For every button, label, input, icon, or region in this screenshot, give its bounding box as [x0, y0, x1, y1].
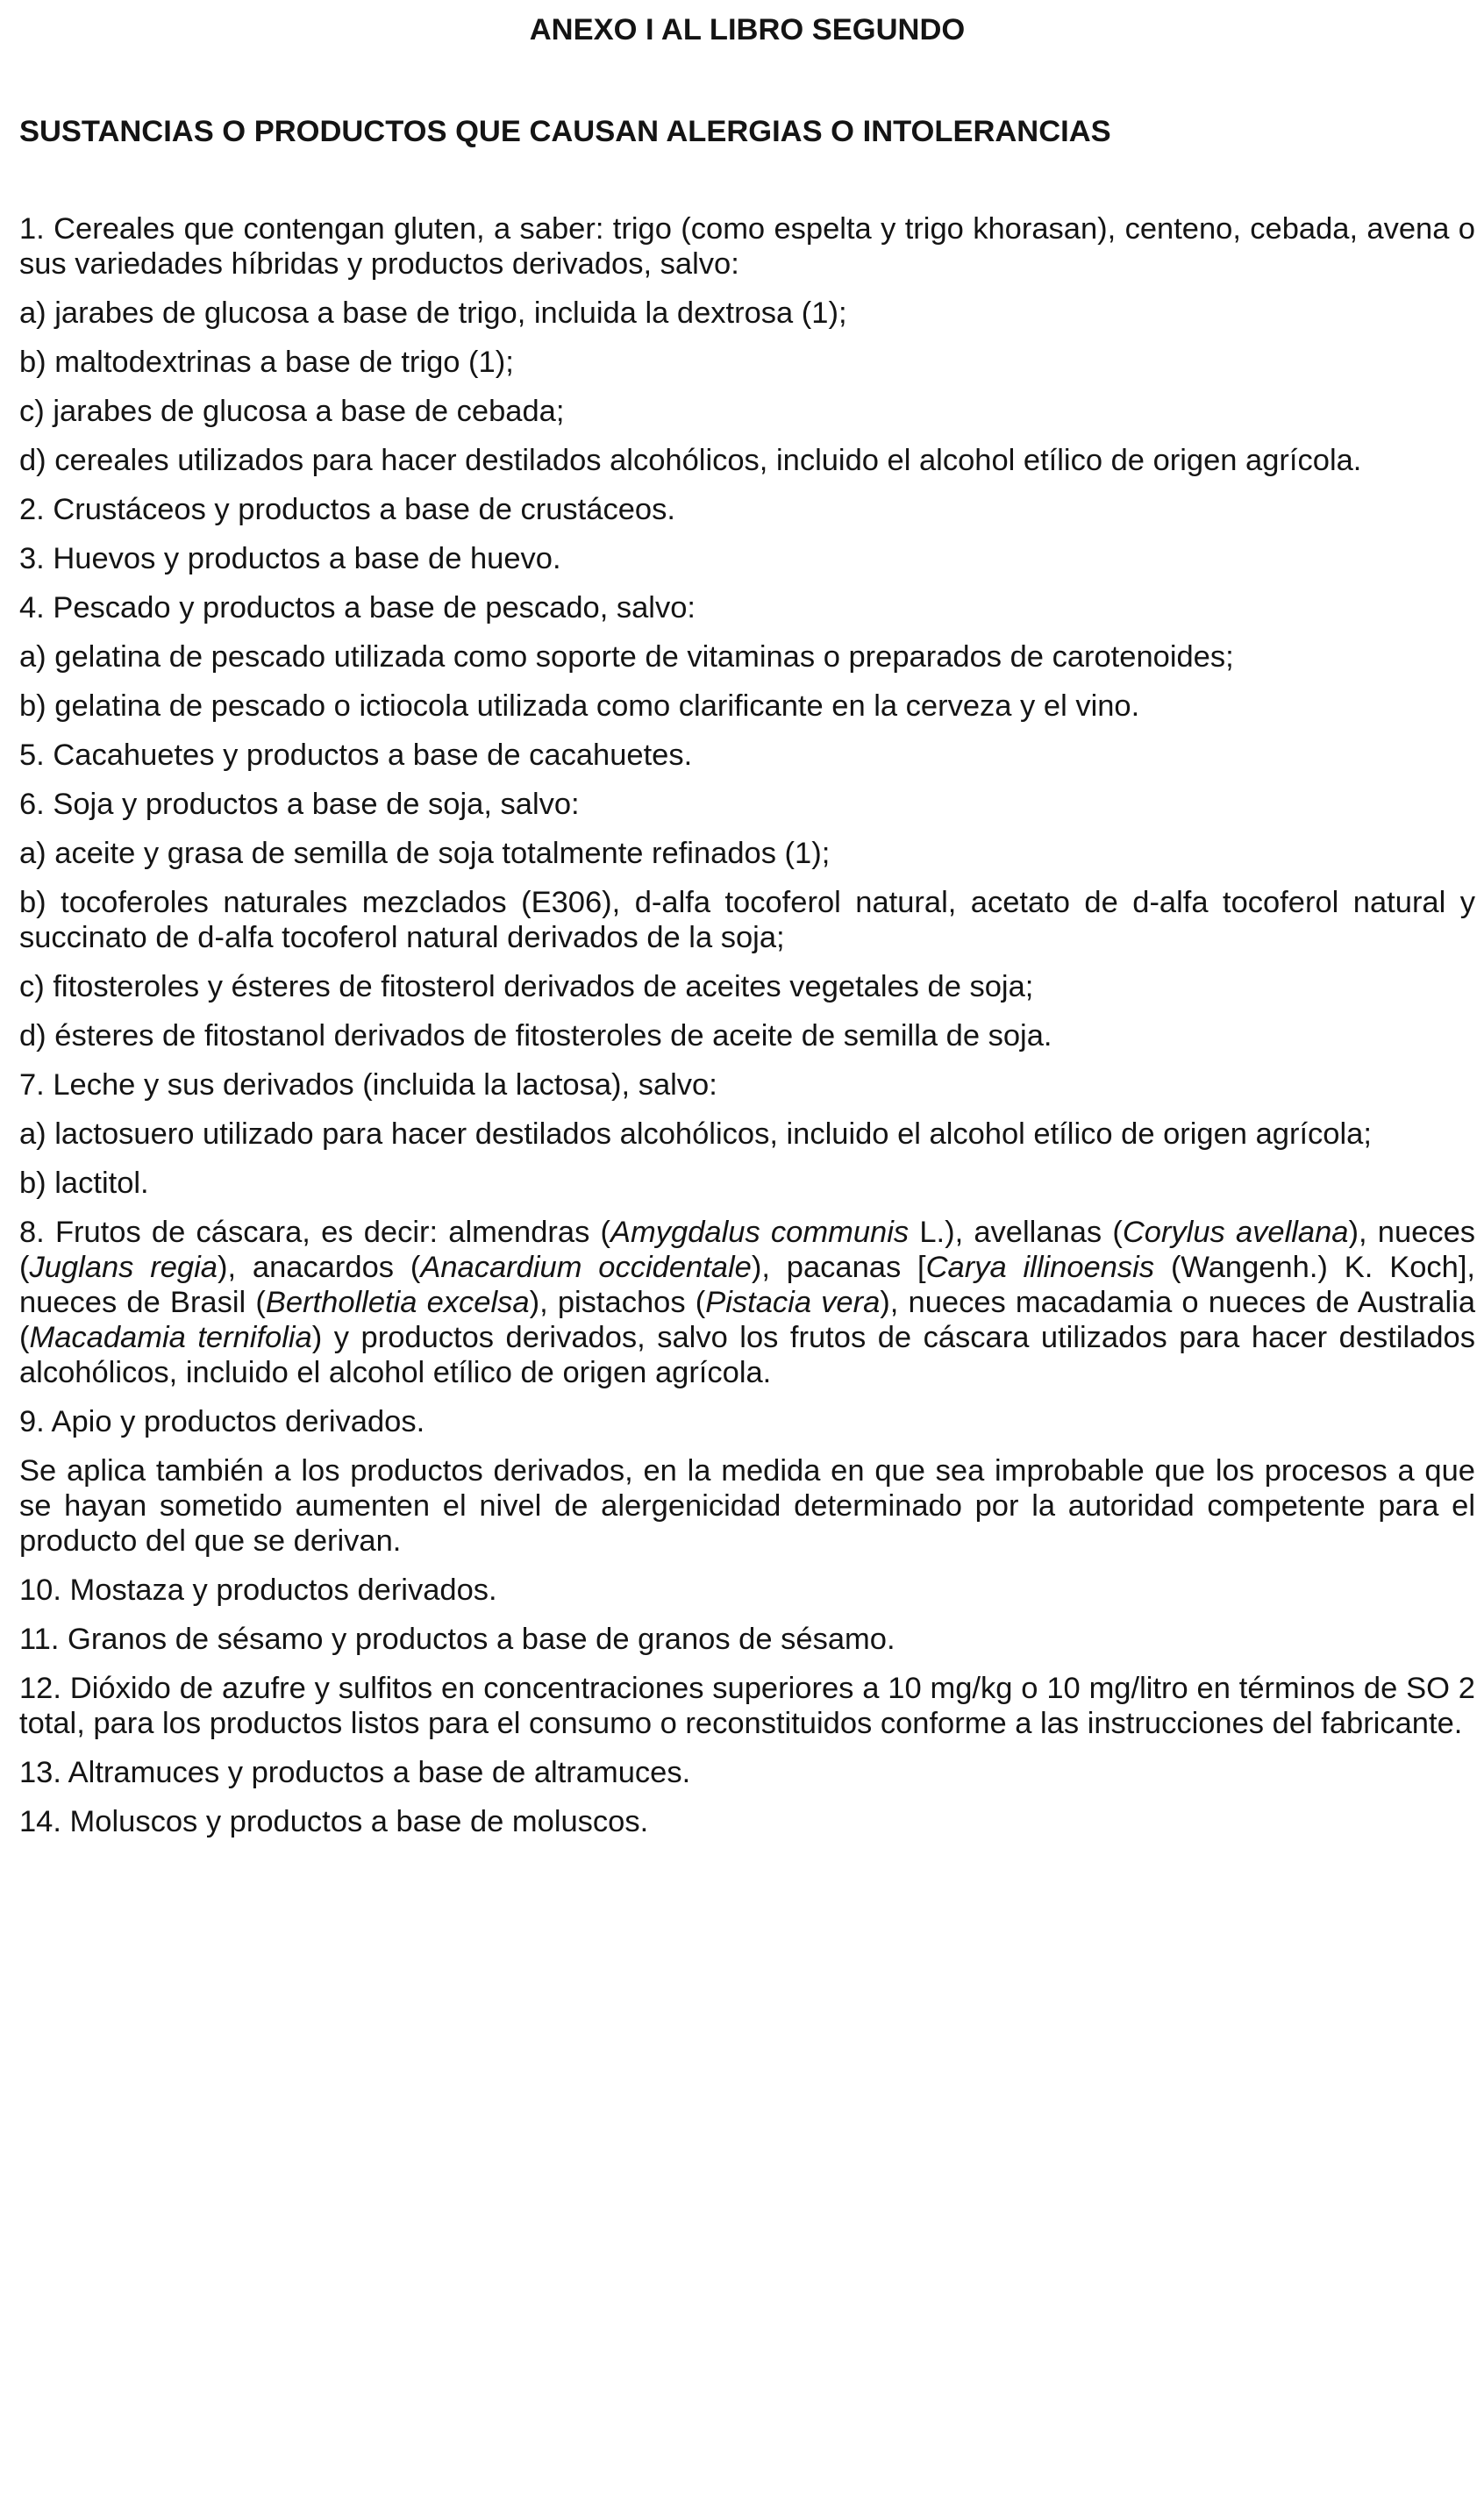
entry-12: 12. Dióxido de azufre y sulfitos en concentraciones superiores a 10 mg/kg o 10 mg/litro en términos de SO 2 total, para los productos listos para el consumo o reconstituidos conforme a las instrucciones del fabricante.: [19, 1672, 1475, 1740]
entry-1: 1. Cereales que contengan gluten, a saber: trigo (como espelta y trigo khorasan), centeno, cebada, avena o sus variedades híbridas y productos derivados, salvo:: [19, 212, 1475, 281]
entry-1a: a) jarabes de glucosa a base de trigo, incluida la dextrosa (1);: [19, 296, 847, 330]
entry-2: 2. Crustáceos y productos a base de crustáceos.: [19, 493, 675, 526]
entry-6a: a) aceite y grasa de semilla de soja totalmente refinados (1);: [19, 837, 831, 870]
entry-1b: b) maltodextrinas a base de trigo (1);: [19, 346, 514, 379]
entry-8-text: ) y productos derivados, salvo los frutos de cáscara utilizados para hacer destilados alcohólicos, incluido el alcohol etílico de origen agrícola.: [19, 1321, 1475, 1389]
species-name: Macadamia ternifolia: [29, 1321, 312, 1354]
entry-6b: b) tocoferoles naturales mezclados (E306), d-alfa tocoferol natural, acetato de d-alfa tocoferol natural y succinato de d-alfa tocoferol natural derivados de la soja;: [19, 886, 1475, 954]
document-title: ANEXO I AL LIBRO SEGUNDO: [529, 13, 966, 46]
entry-7b: b) lactitol.: [19, 1167, 149, 1200]
entry-8-text: ), pacanas [: [751, 1251, 926, 1284]
species-name: Carya illinoensis: [925, 1251, 1155, 1284]
entry-11: 11. Granos de sésamo y productos a base de granos de sésamo.: [19, 1623, 895, 1656]
species-name: Bertholletia excelsa: [265, 1286, 530, 1319]
species-name: Juglans regia: [29, 1251, 218, 1284]
entry-8-text: ), pistachos (: [529, 1286, 706, 1319]
entry-9: 9. Apio y productos derivados.: [19, 1405, 425, 1438]
species-name: Pistacia vera: [705, 1286, 881, 1319]
entry-10: 10. Mostaza y productos derivados.: [19, 1573, 497, 1607]
entry-7: 7. Leche y sus derivados (incluida la lactosa), salvo:: [19, 1068, 717, 1102]
entry-7a: a) lactosuero utilizado para hacer destilados alcohólicos, incluido el alcohol etílico de origen agrícola;: [19, 1117, 1372, 1151]
document-subtitle: SUSTANCIAS O PRODUCTOS QUE CAUSAN ALERGIAS O INTOLERANCIAS: [19, 115, 1111, 148]
entry-1d: d) cereales utilizados para hacer destilados alcohólicos, incluido el alcohol etílico de origen agrícola.: [19, 444, 1362, 477]
species-name: Anacardium occidentale: [420, 1251, 752, 1284]
entry-14: 14. Moluscos y productos a base de moluscos.: [19, 1805, 649, 1838]
entry-6c: c) fitosteroles y ésteres de fitosterol derivados de aceites vegetales de soja;: [19, 970, 1034, 1003]
entry-1c: c) jarabes de glucosa a base de cebada;: [19, 395, 565, 428]
entry-8-text: ), anacardos (: [217, 1251, 421, 1284]
entry-8-text: 8. Frutos de cáscara, es decir: almendras (: [19, 1216, 611, 1249]
entry-5: 5. Cacahuetes y productos a base de cacahuetes.: [19, 739, 693, 772]
entry-9-note: Se aplica también a los productos derivados, en la medida en que sea improbable que los procesos a que se hayan sometido aumenten el nivel de alergenicidad determinado por la autoridad competente para el producto del que se derivan.: [19, 1454, 1475, 1558]
entry-4: 4. Pescado y productos a base de pescado, salvo:: [19, 591, 696, 624]
entry-3: 3. Huevos y productos a base de huevo.: [19, 542, 561, 575]
entry-8-text: L.), avellanas (: [909, 1216, 1123, 1249]
entry-4a: a) gelatina de pescado utilizada como soporte de vitaminas o preparados de carotenoides;: [19, 640, 1234, 674]
entry-8: [19, 1215, 1475, 1390]
allergen-list: [19, 211, 1475, 1853]
entry-13: 13. Altramuces y productos a base de altramuces.: [19, 1756, 691, 1789]
entry-6d: d) ésteres de fitostanol derivados de fitosteroles de aceite de semilla de soja.: [19, 1019, 1052, 1053]
entry-6: 6. Soja y productos a base de soja, salvo:: [19, 788, 580, 821]
species-name: Amygdalus communis: [610, 1216, 910, 1249]
entry-8-text: ), nueces macadamia o nueces de Australia (: [19, 1286, 1476, 1354]
entry-8-text: ), nueces (: [19, 1216, 1476, 1284]
entry-4b: b) gelatina de pescado o ictiocola utilizada como clarificante en la cerveza y el vino.: [19, 689, 1140, 723]
entry-8-text: (Wangenh.) K. Koch], nueces de Brasil (: [19, 1251, 1475, 1319]
species-name: Corylus avellana: [1122, 1216, 1349, 1249]
